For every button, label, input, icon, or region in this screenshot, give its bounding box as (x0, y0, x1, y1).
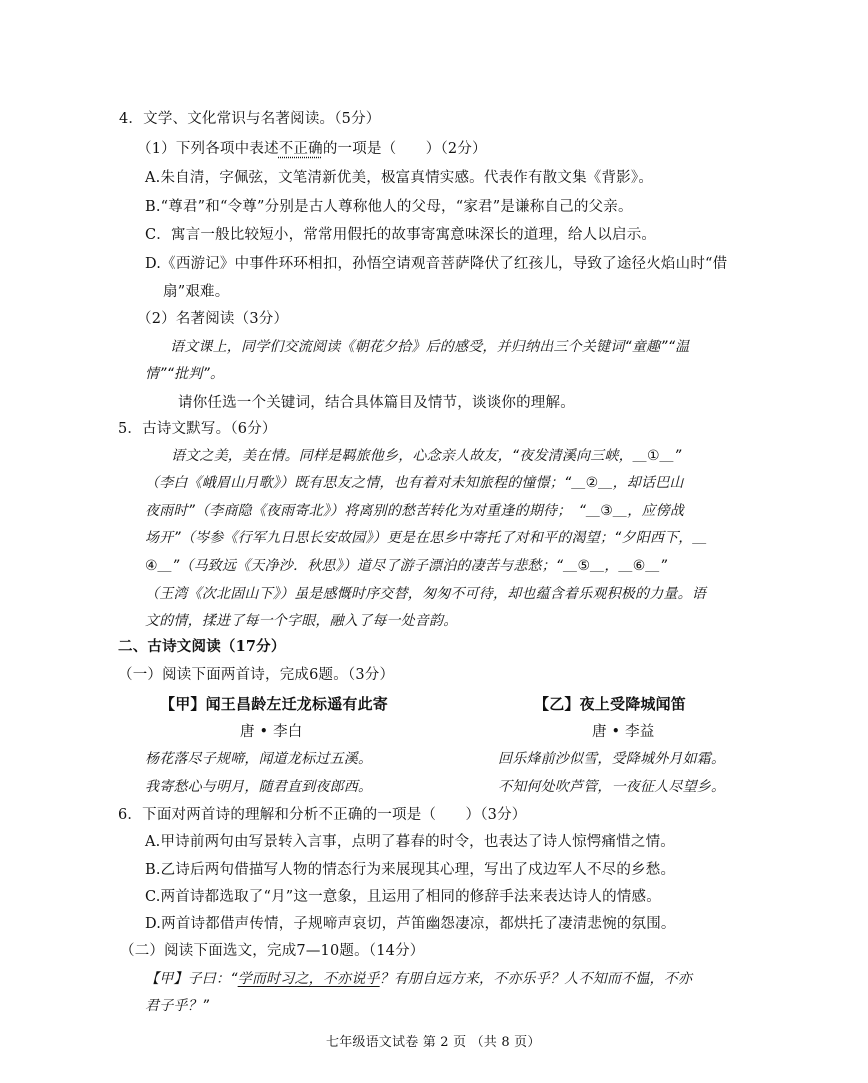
poem-b-author: 唐 • 李益 (592, 724, 655, 740)
poem-b-line1: 回乐烽前沙似雪，受降城外月如霜。 (498, 751, 726, 767)
q5-line-5: ④＿”（马致远《天净沙．秋思》）道尽了游子漂泊的凄苦与悲愁；“＿⑤＿，＿⑥＿” (145, 558, 668, 574)
q5-line-6: （王湾《次北固山下》）虽是感慨时序交替，匆匆不可待，却也蕴含着乐观积极的力量。语 (145, 586, 706, 602)
q4-reading-task: 请你任选一个关键词，结合具体篇目及情节，谈谈你的理解。 (178, 395, 575, 411)
q4-option-d-cont: 扇”艰难。 (163, 284, 230, 300)
q6-title: 6．下面对两首诗的理解和分析不正确的一项是（ ）（3分） (118, 807, 527, 823)
q4-sub1 (137, 139, 487, 159)
q4-option-a: A.朱自清，字佩弦，文笔清新优美，极富真情实感。代表作有散文集《背影》。 (145, 170, 654, 186)
q5-title: 5．古诗文默写。（6分） (118, 421, 277, 437)
poem-a-author: 唐 • 李白 (240, 724, 303, 740)
q5-line-1: 语文之美，美在情。同样是羁旅他乡，心念亲人故友，“夜发清溪向三峡，＿①＿” (171, 448, 682, 464)
page-footer: 七年级语文试卷 第 2 页 （共 8 页） (326, 1035, 541, 1050)
part2-title: （二）阅读下面选文，完成7—10题。（14分） (120, 943, 425, 959)
section2-part1: （一）阅读下面两首诗，完成6题。（3分） (118, 667, 395, 683)
part2-underlined-phrase: 学而时习之，不亦说乎 (237, 971, 380, 987)
q4-reading-line2: 情”“批判”。 (145, 366, 225, 382)
part2-line1 (145, 969, 692, 989)
poem-a-line2: 我寄愁心与明月，随君直到夜郎西。 (145, 779, 373, 795)
q4-sub1-emphasis: 不正确 (278, 141, 323, 157)
q4-option-d: D.《西游记》中事件环环相扣，孙悟空请观音菩萨降伏了红孩儿，导致了途径火焰山时“借 (145, 256, 728, 272)
q5-line-7: 文的情，揉进了每一个字眼，融入了每一处音韵。 (145, 613, 458, 629)
poem-a-line1: 杨花落尽子规啼，闻道龙标过五溪。 (145, 751, 373, 767)
part2-line1-prefix: 【甲】子曰：“ (145, 971, 238, 987)
q6-option-b: B.乙诗后两句借描写人物的情态行为来展现其心理，写出了戍边军人不尽的乡愁。 (145, 862, 676, 878)
q4-sub2: （2）名著阅读（3分） (137, 311, 289, 327)
poem-a-title: 【甲】闻王昌龄左迁龙标遥有此寄 (160, 695, 389, 713)
q6-option-d: D.两首诗都借声传情，子规啼声哀切，芦笛幽怨凄凉，都烘托了凄清悲惋的氛围。 (145, 916, 676, 932)
q5-line-4: 场开”（岑参《行军九日思长安故园》）更是在思乡中寄托了对和平的渴望；“夕阳西下，＿ (145, 530, 707, 546)
q5-line-3: 夜雨时”（李商隐《夜雨寄北》）将离别的愁苦转化为对重逢的期待； “＿③＿，应傍战 (145, 503, 685, 519)
q6-option-a: A.甲诗前两句由写景转入言事，点明了暮春的时令，也表达了诗人惊愕痛惜之情。 (145, 834, 675, 850)
q4-option-c: C．寓言一般比较短小，常常用假托的故事寄寓意味深长的道理，给人以启示。 (145, 227, 657, 243)
q4-option-b: B.“尊君”和“令尊”分别是古人尊称他人的父母，“家君”是谦称自己的父亲。 (145, 199, 633, 215)
part2-line2: 君子乎？” (145, 998, 210, 1014)
q4-sub1-suffix: 的一项是（ ）（2分） (322, 141, 487, 157)
poem-b-title: 【乙】夜上受降城闻笛 (534, 695, 687, 713)
q5-line-2: （李白《峨眉山月歌》）既有思友之情，也有着对未知旅程的憧憬；“＿②＿，却话巴山 (145, 475, 684, 491)
part2-line1-suffix: ？有朋自远方来，不亦乐乎？人不知而不愠，不亦 (379, 971, 693, 987)
q4-title: 4．文学、文化常识与名著阅读。（5分） (119, 111, 381, 127)
q4-reading-line1: 语文课上，同学们交流阅读《朝花夕拾》后的感受，并归纳出三个关键词“童趣”“温 (170, 339, 690, 355)
q4-sub1-prefix: （1）下列各项中表述 (137, 141, 279, 157)
poem-b-line2: 不知何处吹芦管，一夜征人尽望乡。 (498, 779, 726, 795)
q6-option-c: C.两首诗都选取了“月”这一意象，且运用了相同的修辞手法来表达诗人的情感。 (145, 889, 661, 905)
section2-title: 二、古诗文阅读（17分） (118, 638, 286, 655)
